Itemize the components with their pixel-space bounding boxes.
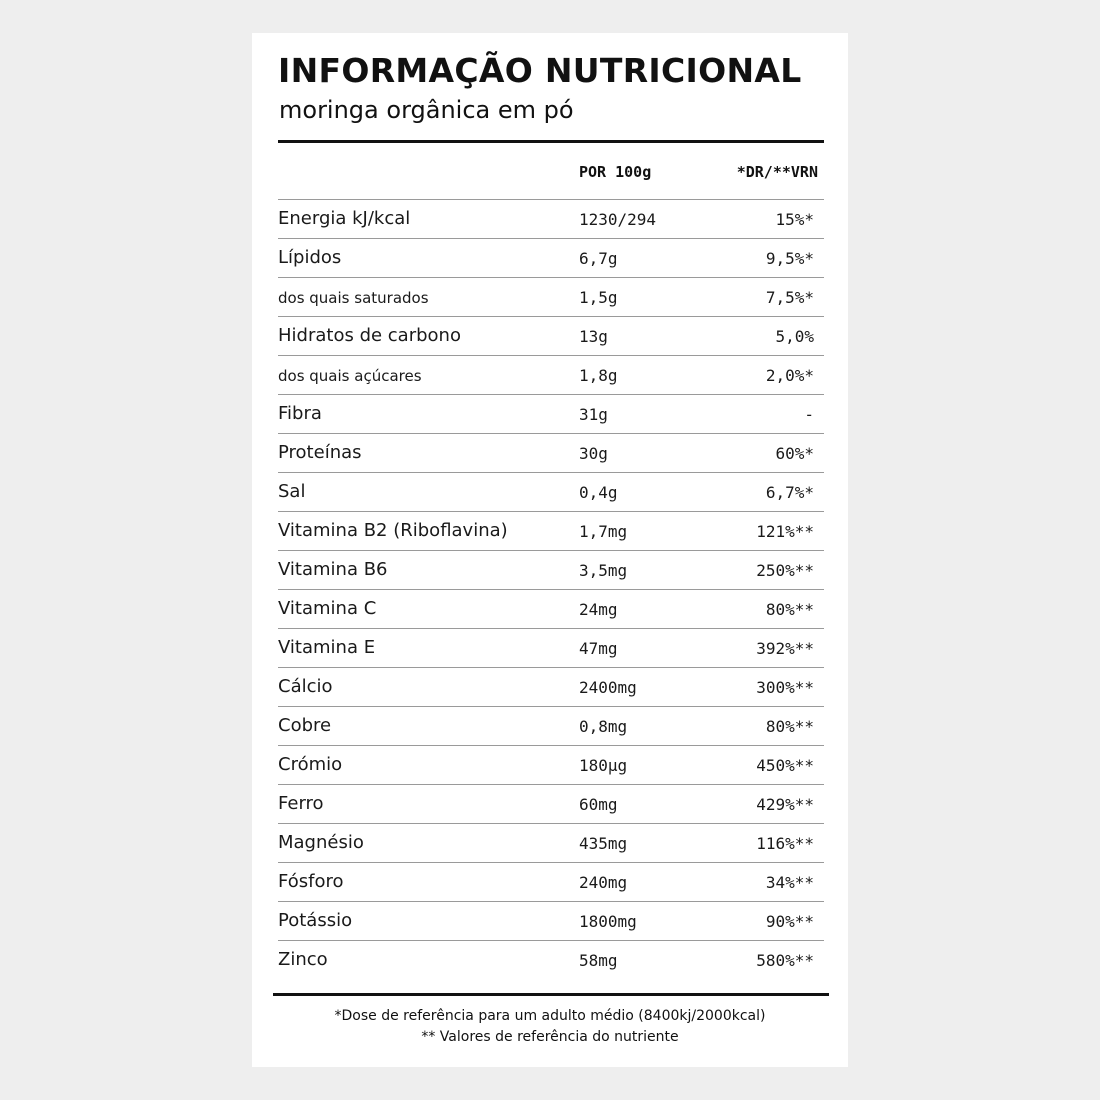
nutrient-dr: 80%**	[765, 717, 814, 736]
nutrient-name: Magnésio	[278, 832, 364, 853]
nutrient-value: 240mg	[579, 873, 628, 892]
nutrient-name: Potássio	[278, 910, 353, 931]
nutrient-name: Crómio	[278, 754, 343, 775]
nutrient-name: Vitamina E	[278, 637, 376, 658]
table-row	[278, 200, 824, 239]
nutrient-value: 13g	[579, 327, 608, 346]
table-row	[278, 590, 824, 629]
nutrient-name: Cobre	[278, 715, 332, 736]
table-row	[278, 278, 824, 317]
nutrient-dr: 429%**	[756, 795, 814, 814]
label-subtitle: moringa orgânica em pó	[279, 96, 574, 124]
nutrition-table	[278, 200, 824, 979]
header-per-100g: POR 100g	[579, 163, 652, 181]
table-row	[278, 395, 824, 434]
nutrient-name: Sal	[278, 481, 306, 502]
nutrient-value: 1,7mg	[579, 522, 628, 541]
nutrient-dr: 121%**	[756, 522, 814, 541]
table-row	[278, 356, 824, 395]
table-row	[278, 668, 824, 707]
footnote-reference-intake: *Dose de referência para um adulto médio (8400kj/2000kcal)	[334, 1008, 766, 1024]
nutrient-dr: 80%**	[765, 600, 814, 619]
nutrient-name: Energia kJ/kcal	[278, 208, 411, 229]
table-row	[278, 785, 824, 824]
nutrient-name: Vitamina B6	[278, 559, 388, 580]
nutrient-dr: 300%**	[756, 678, 814, 697]
table-row	[278, 434, 824, 473]
footnote-nutrient-reference: ** Valores de referência do nutriente	[421, 1029, 679, 1045]
nutrient-name: Ferro	[278, 793, 324, 814]
table-row	[278, 863, 824, 902]
nutrient-dr: 60%*	[775, 444, 814, 463]
nutrient-value: 47mg	[579, 639, 618, 658]
nutrient-dr: 7,5%*	[765, 288, 814, 307]
nutrient-value: 3,5mg	[579, 561, 628, 580]
nutrient-name: Fósforo	[278, 871, 344, 892]
label-title: INFORMAÇÃO NUTRICIONAL	[278, 51, 802, 90]
nutrient-value: 0,4g	[579, 483, 618, 502]
nutrient-value: 435mg	[579, 834, 628, 853]
nutrient-value: 2400mg	[579, 678, 637, 697]
nutrient-dr: 9,5%*	[765, 249, 814, 268]
nutrient-name: Vitamina C	[278, 598, 377, 619]
nutrient-name: Fibra	[278, 403, 322, 424]
nutrient-value: 58mg	[579, 951, 618, 970]
table-row	[278, 512, 824, 551]
nutrient-name: dos quais saturados	[278, 289, 429, 307]
nutrient-dr: 34%**	[765, 873, 814, 892]
nutrient-value: 6,7g	[579, 249, 618, 268]
nutrient-dr: 2,0%*	[765, 366, 814, 385]
nutrient-value: 1230/294	[579, 210, 657, 229]
nutrient-value: 1,8g	[579, 366, 618, 385]
nutrient-name: Hidratos de carbono	[278, 325, 461, 346]
nutrient-value: 24mg	[579, 600, 618, 619]
table-row	[278, 707, 824, 746]
nutrient-value: 0,8mg	[579, 717, 628, 736]
header-dr-vrn: *DR/**VRN	[736, 163, 818, 181]
nutrient-dr: 580%**	[756, 951, 814, 970]
table-row	[278, 902, 824, 941]
nutrient-value: 30g	[579, 444, 608, 463]
nutrient-name: Cálcio	[278, 676, 333, 697]
table-row	[278, 317, 824, 356]
nutrient-name: Zinco	[278, 949, 328, 970]
nutrient-value: 60mg	[579, 795, 618, 814]
nutrient-value: 1,5g	[579, 288, 618, 307]
bottom-divider	[273, 993, 829, 996]
table-row	[278, 941, 824, 979]
nutrient-value: 1800mg	[579, 912, 637, 931]
table-row	[278, 239, 824, 278]
table-row	[278, 629, 824, 668]
nutrient-value: 180µg	[579, 756, 628, 775]
table-row	[278, 473, 824, 512]
nutrient-dr: 6,7%*	[765, 483, 814, 502]
nutrient-name: dos quais açúcares	[278, 367, 422, 385]
nutrient-dr: 450%**	[756, 756, 814, 775]
table-row	[278, 824, 824, 863]
nutrient-dr: 5,0%	[775, 327, 814, 346]
nutrient-name: Lípidos	[278, 247, 342, 268]
nutrient-dr: 392%**	[756, 639, 814, 658]
nutrient-dr: 250%**	[756, 561, 814, 580]
table-header	[278, 143, 824, 200]
table-row	[278, 551, 824, 590]
nutrient-value: 31g	[579, 405, 608, 424]
nutrient-name: Proteínas	[278, 442, 362, 463]
table-row	[278, 746, 824, 785]
nutrient-dr: 90%**	[765, 912, 814, 931]
nutrient-dr: 15%*	[775, 210, 814, 229]
nutrient-dr: 116%**	[756, 834, 814, 853]
nutrient-name: Vitamina B2 (Riboflavina)	[278, 520, 508, 541]
nutrient-dr: -	[804, 405, 814, 424]
nutrition-label	[252, 33, 848, 1067]
